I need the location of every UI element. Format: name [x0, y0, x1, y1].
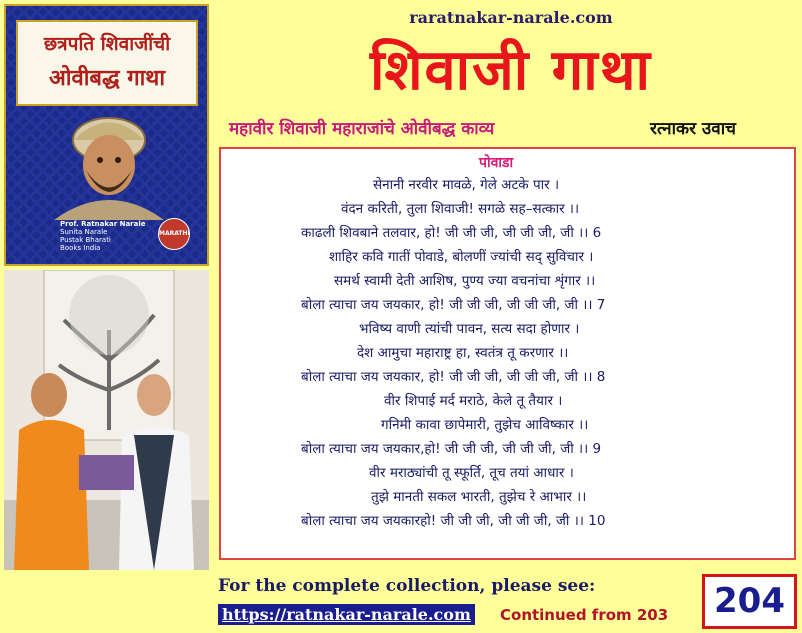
footer-note: For the complete collection, please see:: [218, 576, 596, 596]
book-title-line2: ओवीबद्ध गाथा: [48, 66, 166, 91]
photo-image: [4, 270, 209, 570]
meeting-photo-icon: [4, 270, 209, 570]
book-cover-image: [4, 4, 209, 266]
book-author-line: Pustak Bharati: [60, 236, 111, 244]
main-title: शिवाजी गाथा: [369, 38, 653, 103]
book-author-line: Books India: [60, 244, 101, 252]
poem-line: समर्थ स्वामी देती आशिष, पुण्य ज्या वचनांचा शृंगार ।।: [334, 273, 596, 289]
book-title-panel: [16, 20, 198, 106]
poem-line: बोला त्याचा जय जयकारहो! जी जी जी, जी जी जी, जी ।। 10: [301, 513, 606, 529]
continued-label: Continued from 203: [500, 606, 669, 624]
poem-line: वीर मराठ्यांची तू स्फूर्ति, तूच तयां आधार ।: [369, 465, 574, 481]
poem-line: बोला त्याचा जय जयकार, हो! जी जी जी, जी जी जी, जी ।। 7: [301, 297, 606, 313]
website-link[interactable]: https://ratnakar-narale.com: [218, 604, 475, 625]
author-tag: रत्नाकर उवाच: [650, 119, 736, 139]
marathi-badge: MARATHI: [158, 218, 190, 250]
poem-line: गनिमी कावा छापेमारी, तुझेच आविष्कार ।।: [381, 417, 589, 433]
site-url: raratnakar-narale.com: [409, 8, 613, 27]
poem-line: भविष्य वाणी त्यांची पावन, सत्य सदा होणार ।: [359, 321, 580, 337]
poem-line: तुझे मानती सकल भारती, तुझेच रे आभार ।।: [371, 489, 587, 505]
poem-line: बोला त्याचा जय जयकार, हो! जी जी जी, जी जी जी, जी ।। 8: [301, 369, 606, 385]
poem-line: वीर शिपाई मर्द मराठे, केले तू तैयार ।: [384, 393, 563, 409]
poem-line: काढली शिवबाने तलवार, हो! जी जी जी, जी जी जी, जी ।। 6: [301, 225, 602, 241]
poem-line: देश आमुचा महाराष्ट्र हा, स्वतंत्र तू करणार ।।: [357, 345, 569, 361]
poem-line: बोला त्याचा जय जयकार,हो! जी जी जी, जी जी जी, जी ।। 9: [301, 441, 602, 457]
book-author-block: [60, 220, 146, 252]
poem-box: [219, 147, 796, 560]
poem-line: शाहिर कवि गातीं पोवाडे, बोलणीं ज्यांची सद् सुविचार ।: [329, 249, 594, 265]
book-author-name: Prof. Ratnakar Narale: [60, 220, 146, 228]
book-author-line: Sunita Narale: [60, 228, 108, 236]
subtitle: महावीर शिवाजी महाराजांचे ओवीबद्ध काव्य: [229, 119, 495, 139]
poem-line: सेनानी नरवीर मावळे, गेले अटके पार ।: [373, 177, 560, 193]
book-title-line1: छत्रपति शिवाजींची: [43, 33, 171, 55]
page-number-badge: 204: [702, 574, 797, 629]
poem-heading: पोवाडा: [479, 155, 514, 171]
shivaji-portrait-icon: [34, 110, 184, 220]
poem-line: वंदन करिती, तुला शिवाजी! सगळे सह–सत्कार ।।: [341, 201, 580, 217]
